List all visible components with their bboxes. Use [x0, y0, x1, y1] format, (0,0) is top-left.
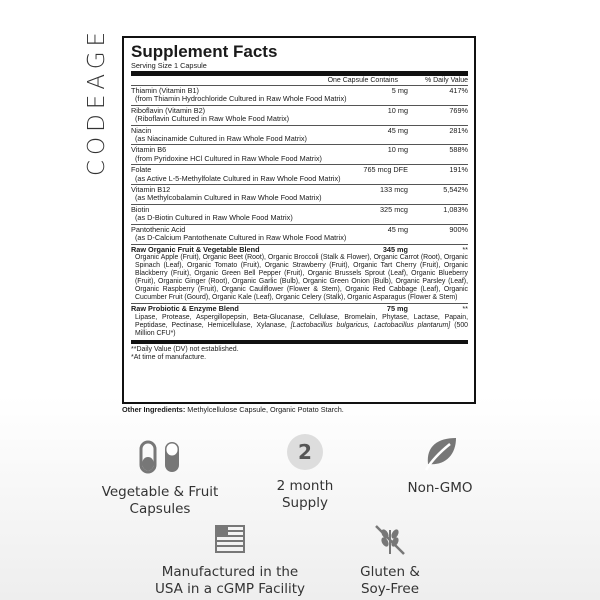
nutrient-amount: 5 mg — [391, 86, 408, 95]
blend-dv: ** — [462, 304, 468, 314]
footnotes — [131, 340, 468, 362]
blend-ingredients: Organic Apple (Fruit), Organic Beet (Root), Organic Broccoli (Stalk & Flower), Organic Carrot (Root), Organic Spinach (Leaf), Organic Tomato (Fruit), Organic Strawberry (Fruit), Organic Tart Cherry (Fruit), Organic Blackberry (Fruit), Organic Green Bell Pepper (Fruit), Organic Brussels Sprout (Leaf), Organic Blueberry (Fruit), Organic Ginger (Root), Organic Garlic (Bulb), Organic Green Onion (Bulb), Organic Parsley (Leaf), Organic Raspberry (Fruit), Organic Cauliflower (Flower & Stem), Organic Red Cabbage (Leaf), Organic Cucumber Fruit (Gourd), Organic Kale (Leaf), Organic Celery (Stalk), Organic Asparagus (Flower & Stem) — [135, 253, 468, 302]
nutrient-dv: 1,083% — [443, 204, 468, 214]
nutrient-dv: 588% — [449, 145, 468, 155]
nutrient-row — [131, 144, 468, 164]
brand-logo: CODEAGE — [84, 26, 110, 176]
nutrient-dv: 5,542% — [443, 185, 468, 195]
badge-usa — [145, 522, 315, 598]
nutrient-source: (as D-Calcium Pantothenate Cultured in Raw Whole Food Matrix) — [135, 233, 347, 243]
nutrient-name: Vitamin B12 — [131, 185, 171, 195]
serving-size: Serving Size 1 Capsule — [131, 61, 207, 70]
nutrient-name: Folate — [131, 165, 152, 175]
badge-gluten — [340, 522, 440, 598]
badge-capsules-line1: Vegetable & Fruit — [101, 484, 219, 500]
nutrient-name: Vitamin B6 — [131, 145, 167, 155]
footnote-manufacture: *At time of manufacture. — [131, 354, 207, 362]
facts-title: Supplement Facts — [131, 42, 278, 61]
badge-nongmo-label: Non-GMO — [407, 480, 473, 496]
blend-name: Raw Probiotic & Enzyme Blend — [131, 304, 239, 314]
badge-capsules — [90, 438, 230, 518]
nutrient-name: Pantothenic Acid — [131, 224, 186, 234]
nutrient-amount: 45 mg — [387, 125, 408, 135]
nutrient-name: Biotin — [131, 204, 150, 214]
supplement-facts-panel — [122, 36, 476, 404]
nutrient-dv: 191% — [449, 165, 468, 175]
blend-amount: 345 mg — [382, 244, 408, 254]
badge-gluten-line1: Gluten & — [360, 564, 420, 580]
blend-ingredients-main: Lipase, Protease, Aspergillopepsin, Beta-Glucanase, Cellulase, Bromelain, Phytase, Lactase, Papain, Peptidase, Pectinase, Hemicellulase, Xylanase, — [135, 313, 468, 329]
nutrient-name: Riboflavin (Vitamin B2) — [131, 105, 206, 115]
col-amount: One Capsule Contains — [327, 77, 398, 84]
badge-nongmo — [385, 434, 495, 497]
blend-cfu: (500 Million CFU*) — [135, 321, 468, 338]
nutrient-row — [131, 125, 468, 145]
badge-capsules-line2: Capsules — [129, 501, 191, 517]
fruit-veg-blend — [131, 244, 468, 304]
nutrient-row — [131, 105, 468, 125]
nutrient-amount: 10 mg — [387, 145, 408, 155]
capsule-icon — [135, 438, 185, 478]
blend-ingredients-italic: [Lactobacillus bulgaricus, Lactobacillus plantarum] — [290, 321, 451, 329]
probiotic-enzyme-blend — [131, 303, 468, 339]
nutrient-amount: 765 mcg DFE — [363, 165, 408, 175]
badge-supply-line1: 2 month — [276, 478, 334, 494]
nutrient-row — [131, 184, 468, 204]
nutrient-source: (from Pyridoxine HCl Cultured in Raw Whole Food Matrix) — [135, 153, 322, 163]
nutrient-row — [131, 204, 468, 224]
nutrient-name: Thiamin (Vitamin B1) — [131, 86, 199, 95]
nutrient-name: Niacin — [131, 125, 152, 135]
nutrient-amount: 45 mg — [387, 224, 408, 234]
badge-supply-line2: Supply — [281, 495, 328, 511]
nutrient-source: (from Thiamin Hydrochloride Cultured in Raw Whole Food Matrix) — [135, 94, 347, 104]
nutrient-row — [131, 224, 468, 244]
nutrient-dv: 900% — [449, 224, 468, 234]
two-month-icon — [285, 432, 325, 472]
badge-supply — [245, 432, 365, 512]
badge-gluten-line2: Soy-Free — [360, 581, 420, 597]
nutrient-dv: 769% — [449, 105, 468, 115]
supply-number: 2 — [298, 440, 312, 464]
blend-name: Raw Organic Fruit & Vegetable Blend — [131, 244, 260, 254]
nutrient-dv: 417% — [449, 86, 468, 95]
other-ingredients-text: Methylcellulose Capsule, Organic Potato Starch. — [187, 405, 344, 414]
badge-usa-line1: Manufactured in the — [161, 564, 299, 580]
column-headers — [131, 76, 468, 85]
nutrient-source: (as Niacinamide Cultured in Raw Whole Food Matrix) — [135, 134, 307, 144]
nutrient-amount: 133 mcg — [380, 185, 408, 195]
nutrient-source: (as D-Biotin Cultured in Raw Whole Food Matrix) — [135, 213, 293, 223]
other-ingredients — [122, 405, 344, 414]
nutrient-rows — [131, 85, 468, 244]
nutrient-amount: 325 mcg — [380, 204, 408, 214]
factory-flag-icon — [210, 522, 250, 558]
nutrient-source: (Riboflavin Cultured in Raw Whole Food Matrix) — [135, 114, 290, 124]
blend-dv: ** — [462, 244, 468, 254]
nutrient-source: (as Methylcobalamin Cultured in Raw Whole Food Matrix) — [135, 193, 322, 203]
blend-ingredients — [131, 314, 468, 338]
footnote-dv: **Daily Value (DV) not established. — [131, 346, 239, 354]
nutrient-source: (as Active L-5-Methylfolate Cultured in Raw Whole Food Matrix) — [135, 173, 341, 183]
nutrient-dv: 281% — [449, 125, 468, 135]
leaf-icon — [418, 434, 462, 474]
nutrient-amount: 10 mg — [387, 105, 408, 115]
other-ingredients-label: Other Ingredients: — [122, 405, 186, 414]
nutrient-row — [131, 85, 468, 105]
no-gluten-icon — [370, 522, 410, 558]
nutrient-row — [131, 164, 468, 184]
blend-amount: 75 mg — [386, 304, 408, 314]
col-dv: % Daily Value — [424, 77, 468, 84]
badge-usa-line2: USA in a cGMP Facility — [154, 581, 306, 597]
